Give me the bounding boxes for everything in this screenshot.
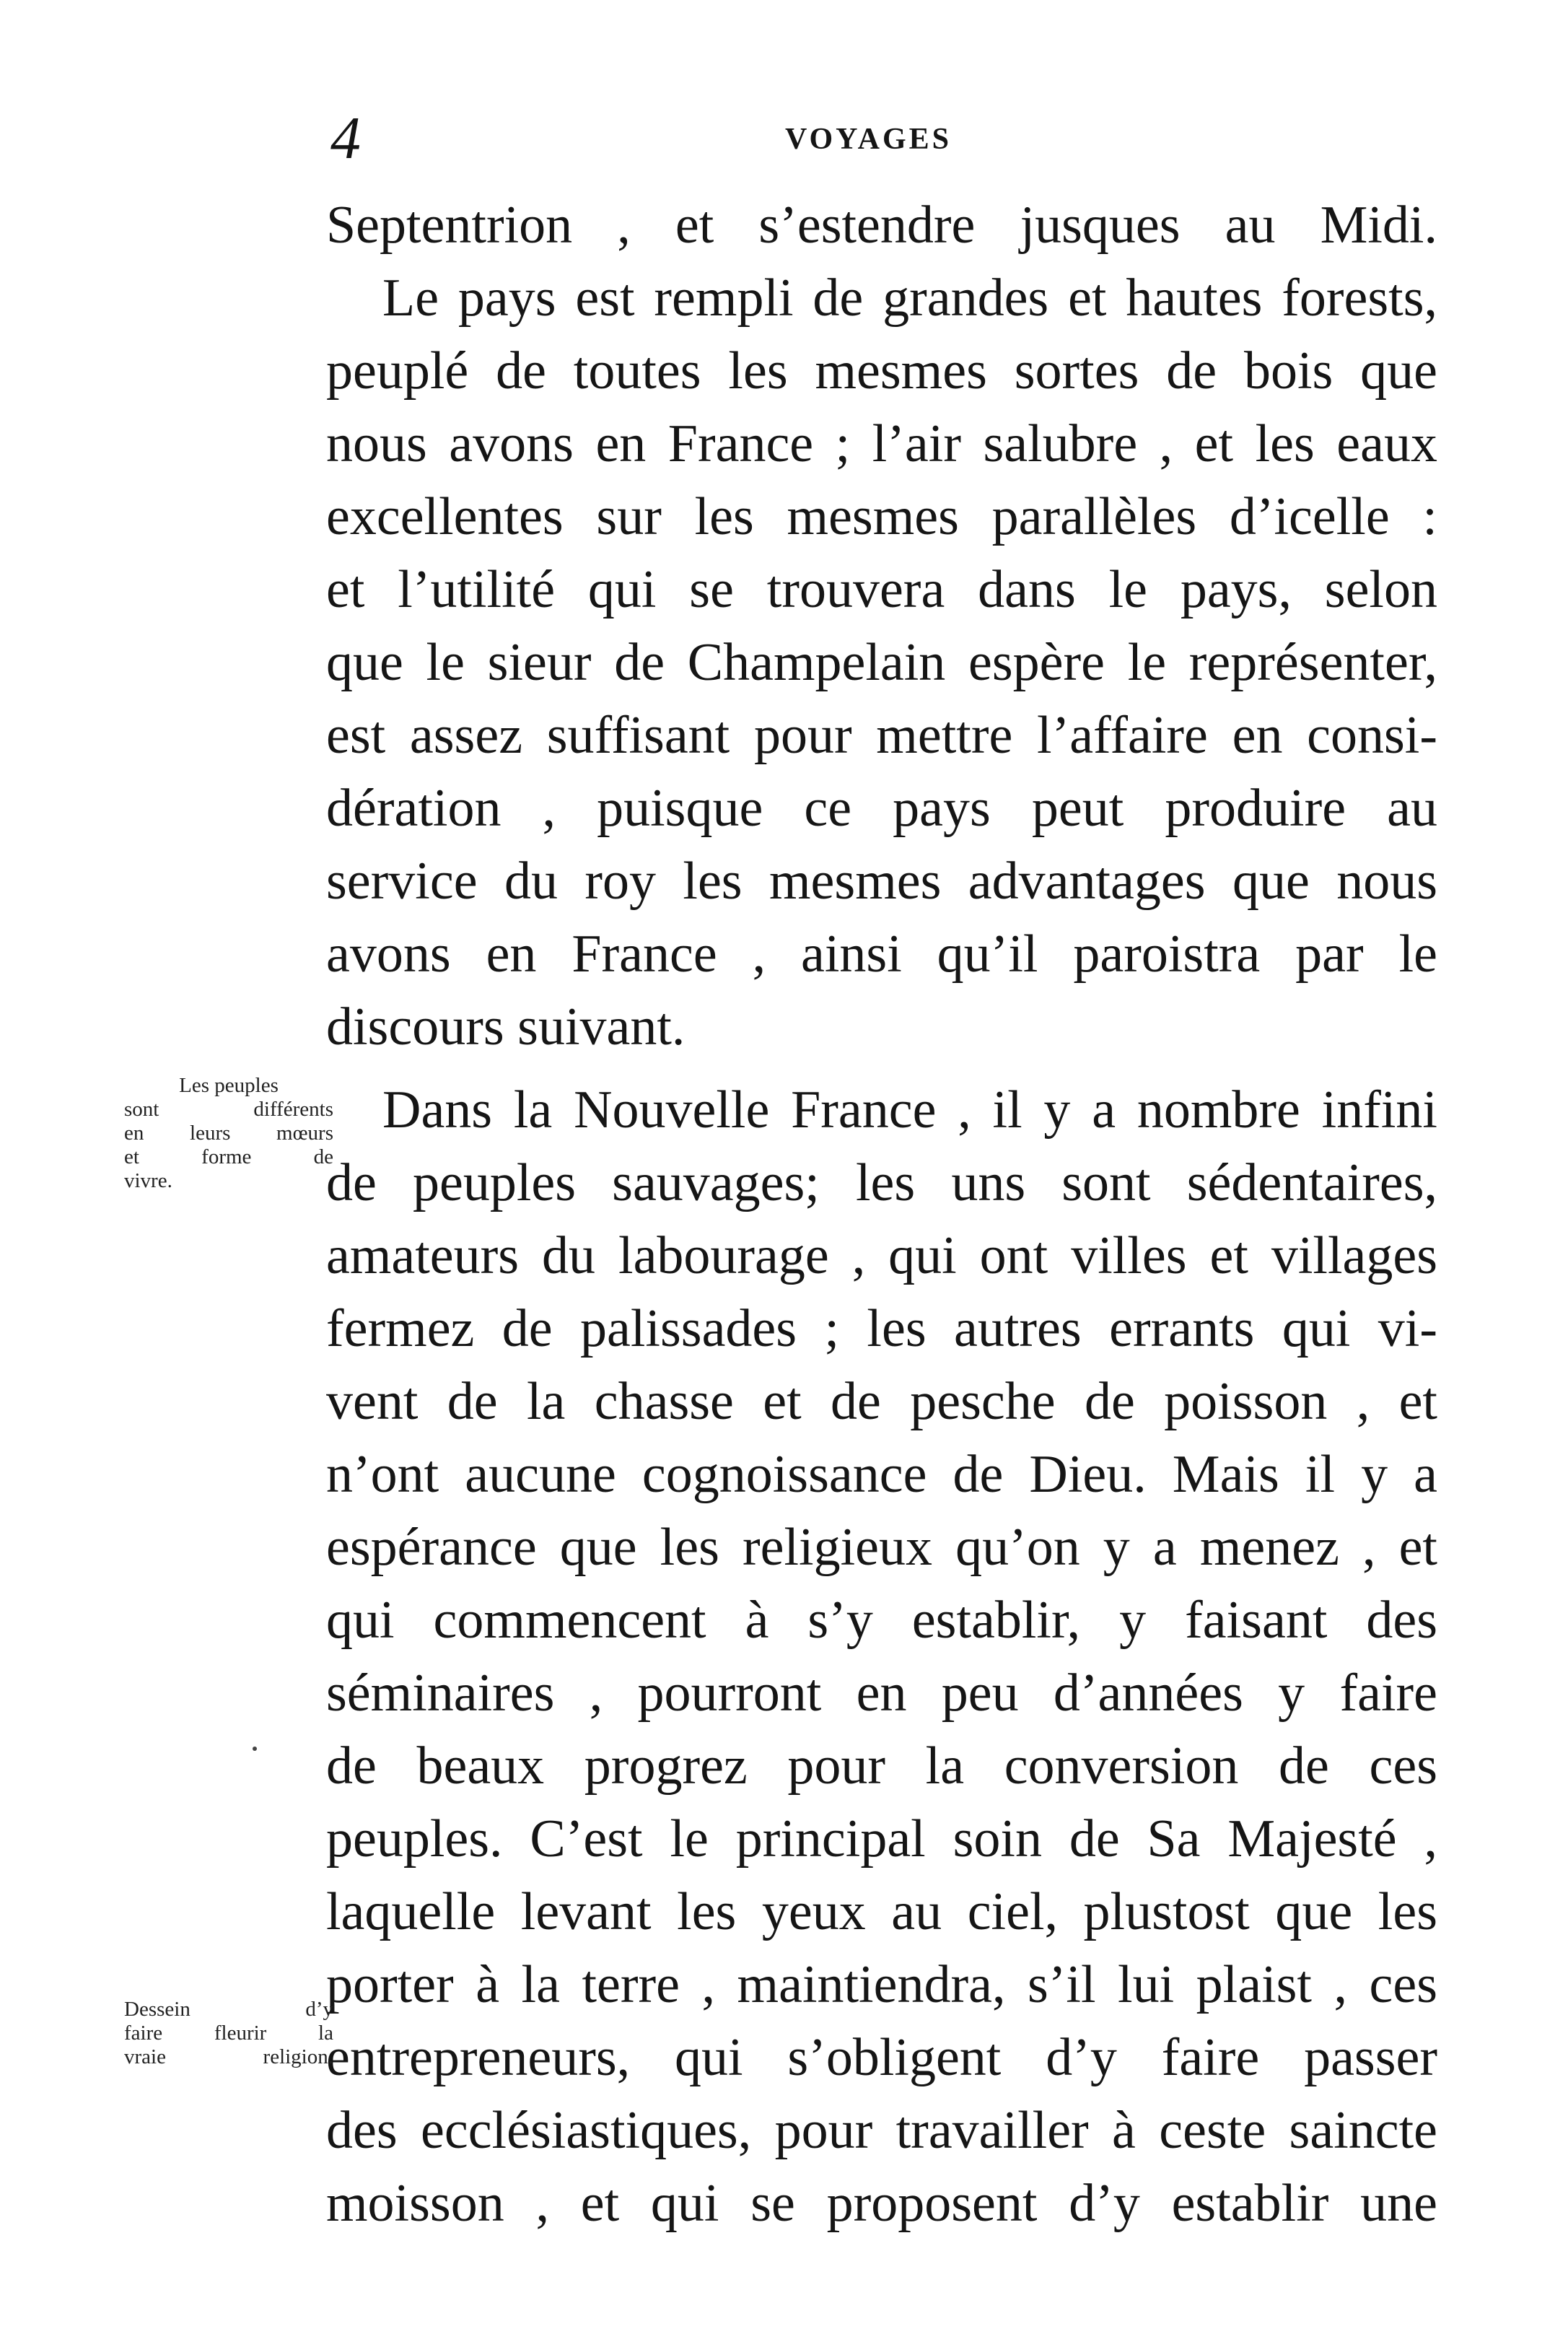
text-line: séminaires , pourront en peu d’années y faire — [326, 1664, 1437, 1723]
margin-note-line: sont différents — [124, 1098, 333, 1121]
text-line: vent de la chasse et de pesche de poisson , et — [326, 1372, 1437, 1431]
margin-note-line: et forme de — [124, 1145, 333, 1168]
text-line: amateurs du labourage , qui ont villes et villages — [326, 1226, 1437, 1285]
text-line: Le pays est rempli de grandes et hautes forests, — [382, 268, 1437, 328]
text-line: porter à la terre , maintiendra, s’il lui plaist , ces — [326, 1955, 1437, 2014]
text-line: fermez de palissades ; les autres errants qui vi- — [326, 1299, 1437, 1358]
margin-note-line: Les peuples — [179, 1074, 279, 1097]
text-line: de peuples sauvages; les uns sont sédentaires, — [326, 1153, 1437, 1212]
text-line: Dans la Nouvelle France , il y a nombre infini — [382, 1080, 1437, 1140]
margin-note-line: vivre. — [124, 1169, 172, 1192]
text-line: de beaux progrez pour la conversion de ces — [326, 1736, 1437, 1796]
text-line: peuples. C’est le principal soin de Sa Majesté , — [326, 1809, 1437, 1869]
text-line: des ecclésiastiques, pour travailler à ceste saincte — [326, 2101, 1437, 2160]
running-title: VOYAGES — [785, 123, 952, 156]
text-line: Septentrion , et s’estendre jusques au Midi. — [326, 196, 1437, 255]
stray-mark — [253, 1747, 257, 1751]
text-line: et l’utilité qui se trouvera dans le pays, selon — [326, 560, 1437, 619]
margin-note-line: Dessein d’y — [124, 1998, 333, 2021]
page-header — [317, 105, 1472, 173]
text-line: moisson , et qui se proposent d’y establir une — [326, 2174, 1437, 2233]
text-line: avons en France , ainsi qu’il paroistra par le — [326, 925, 1437, 984]
text-line: laquelle levant les yeux au ciel, plustost que les — [326, 1882, 1437, 1941]
text-line: peuplé de toutes les mesmes sortes de bois que — [326, 341, 1437, 401]
text-line: espérance que les religieux qu’on y a menez , et — [326, 1518, 1437, 1577]
text-line: service du roy les mesmes advantages que nous — [326, 852, 1437, 911]
margin-note-line: vraie religion. — [124, 2045, 333, 2068]
text-line: n’ont aucune cognoissance de Dieu. Mais il y a — [326, 1445, 1437, 1504]
margin-note-peoples — [124, 1074, 333, 1193]
text-line: dération , puisque ce pays peut produire au — [326, 779, 1437, 838]
margin-note-line: faire fleurir la — [124, 2022, 333, 2045]
text-line: que le sieur de Champelain espère le représenter, — [326, 633, 1437, 692]
text-line: entrepreneurs, qui s’obligent d’y faire passer — [326, 2028, 1437, 2087]
page-number: 4 — [330, 105, 361, 172]
margin-note-religion — [124, 1998, 333, 2069]
text-line: excellentes sur les mesmes parallèles d’icelle : — [326, 487, 1437, 546]
margin-note-line: en leurs mœurs — [124, 1122, 333, 1145]
text-line: est assez suffisant pour mettre l’affaire en consi- — [326, 706, 1437, 765]
text-line: nous avons en France ; l’air salubre , et les eaux — [326, 414, 1437, 473]
text-line: qui commencent à s’y establir, y faisant des — [326, 1591, 1437, 1650]
text-line: discours suivant. — [326, 997, 686, 1057]
body-text — [326, 189, 1437, 2240]
